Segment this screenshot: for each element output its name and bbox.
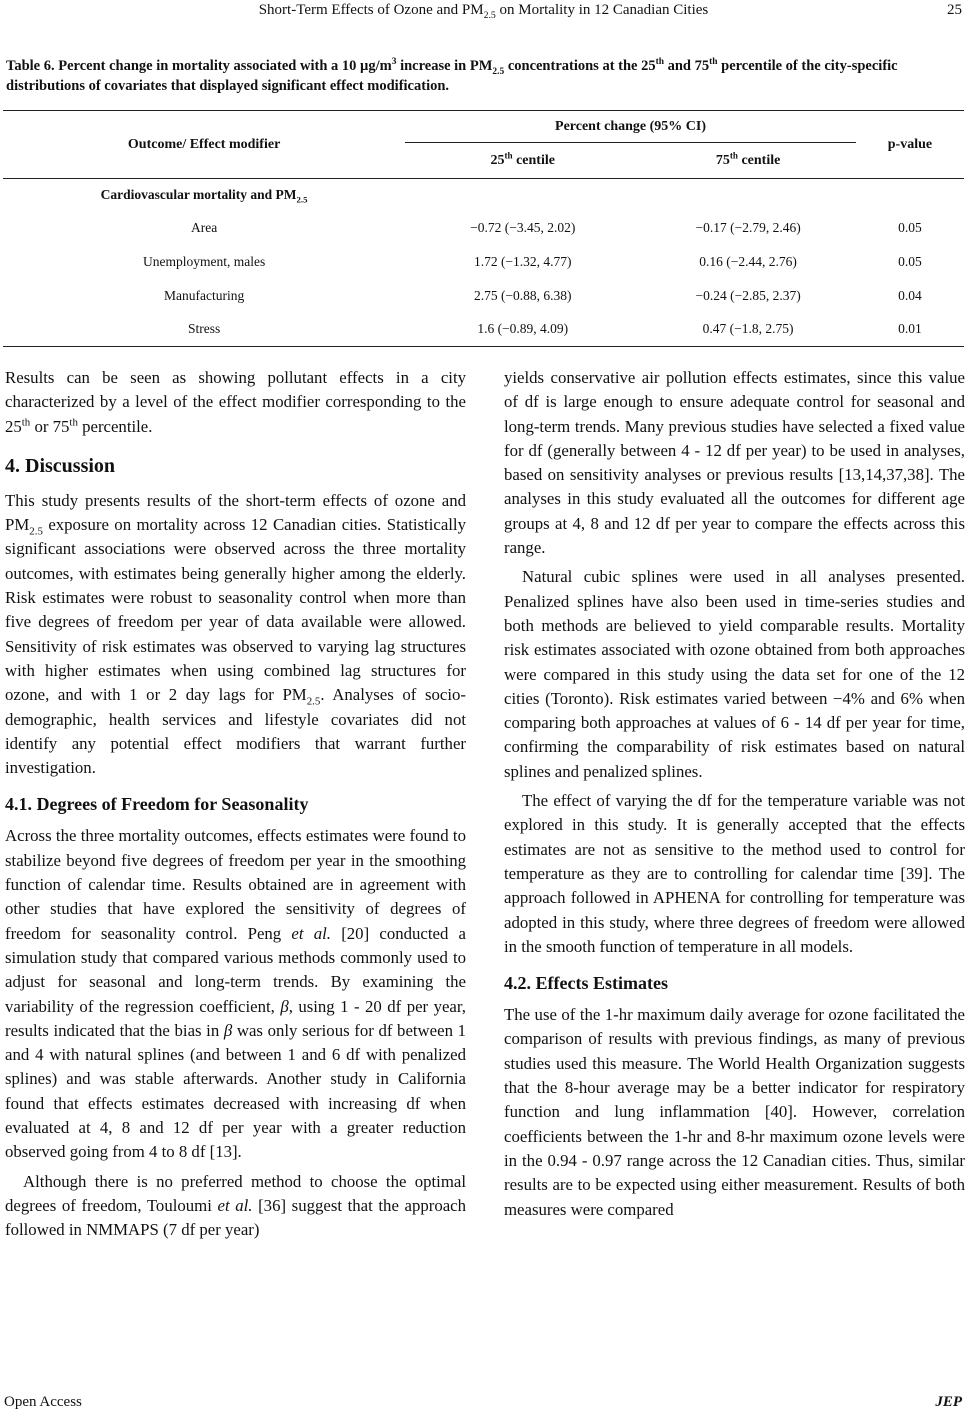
- paragraph-r2: Natural cubic splines were used in all analyses presented. Penalized splines have also been used in time-series studies and both methods are believed to yield comparable results. Mortality risk estimates associated with ozone obtained from both approaches were compared in this study using the data set for one of the 12 cities (Toronto). Risk estimates varied between −4% and 6% when comparing both approaches at values of 6 - 14 df per year for time, confirming the comparability of risk estimates based on natural splines and penalized splines.: [504, 567, 965, 781]
- page-footer: [0, 1394, 967, 1414]
- col-header-75th: 75th centile: [715, 149, 781, 168]
- paragraph-r1: yields conservative air pollution effects estimates, since this value of df is large enough to ensure adequate control for seasonal and long-term trends. Many previous studies have selected a fixed value for df (generally between 4 - 12 df per year) to be used in analyses, based on sensitivity analyses or previous results [13,14,37,38]. The analyses in this study evaluated all the outcomes for different age groups at 4, 8 and 12 df per year to compare the effects across this range.: [504, 368, 965, 558]
- results-table: [3, 110, 964, 347]
- table-row: Manufacturing 2.75 (−0.88, 6.38) −0.24 (−2.85, 2.37) 0.04: [163, 287, 922, 303]
- subsection-heading-4-1: 4.1. Degrees of Freedom for Seasonality: [5, 794, 309, 815]
- table-caption: Table 6. Percent change in mortality associated with a 10 $\mu g/m^3$ increase in $PM_{2.5}$ concentrations at the 25th and 75th percentile of the city-specific distributions of covariates that displayed significant effect modification.: [6, 57, 898, 94]
- intro-paragraph: Results can be seen as showing pollutant effects in a city characterized by a level of the effect modifier corresponding to the 25th or 75th percentile.: [5, 368, 466, 436]
- section-heading-discussion: 4. Discussion: [5, 454, 116, 477]
- subsection-heading-4-2: 4.2. Effects Estimates: [504, 973, 668, 994]
- col-header-pvalue: p-value: [856, 111, 964, 179]
- running-head: [0, 0, 967, 28]
- page-number: 25: [947, 2, 962, 18]
- right-column: [504, 366, 965, 1222]
- paragraph-r4: The use of the 1-hr maximum daily average for ozone facilitated the comparison of results with previous findings, as many of previous studies used this measure. The World Health Organization suggests that the 8-hour average may be a better indicator for respiratory function and lung inflammation [40]. However, correlation coefficients between the 1-hr and 8-hr maximum ozone levels were in the 0.94 - 0.97 range across the 12 Canadian cities. Thus, similar results are to be expected using either measurement. Results of both measures were compared: [504, 1005, 965, 1219]
- table-row: Unemployment, males 1.72 (−1.32, 4.77) 0.16 (−2.44, 2.76) 0.05: [142, 253, 922, 269]
- col-header-percent-change: Percent change (95% CI): [405, 111, 856, 143]
- table-row: Stress 1.6 (−0.89, 4.09) 0.47 (−1.8, 2.75) 0.01: [3, 313, 964, 347]
- table-group-label: Cardiovascular mortality and $PM_{2.5}$: [100, 186, 308, 205]
- paragraph-4-1-b: Although there is no preferred method to choose the optimal degrees of freedom, Touloumi et al. [36] suggest that the approach followed in NMMAPS (7 df per year): [5, 1171, 467, 1240]
- discussion-paragraph: This study presents results of the short-term effects of ozone and $PM_{2.5}$ exposure on mortality across 12 Canadian cities. Statistically significant associations were observed across the three mortality outcomes, with estimates being generally higher among the elderly. Risk estimates were robust to seasonality control when more than five degrees of freedom per year of data available were allowed. Sensitivity of risk estimates was observed to varying lag structures with higher estimates when using combined lag structures for ozone, and with 1 or 2 day lags for $PM_{2.5}$. Analyses of socio-demographic, health services and lifestyle covariates did not identify any potential effect modifiers that warrant further investigation.: [5, 490, 466, 778]
- footer-open-access: Open Access: [4, 1394, 82, 1410]
- left-column: [5, 366, 466, 1243]
- col-header-25th: 25th centile: [490, 149, 555, 168]
- running-title: Short-Term Effects of Ozone and $PM_{2.5}$ on Mortality in 12 Canadian Cities: [258, 2, 709, 21]
- paragraph-4-1-a: Across the three mortality outcomes, effects estimates were found to stabilize beyond five degrees of freedom per year in the smoothing function of calendar time. Results obtained are in agreement with other studies that have explored the sensitivity of degrees of freedom for seasonality control. Peng et al. [20] conducted a simulation study that compared various methods commonly used to adjust for seasonal and long-term trends. By examining the variability of the regression coefficient, β, using 1 - 20 df per year, results indicated that the bias in β was only serious for df between 1 and 4 with natural splines (and between 1 and 6 df with penalized splines) and was stable afterwards. Another study in California found that effects estimates decreased with increasing df when evaluated at 4, 8 and 12 df per year with a greater reduction observed going from 4 to 8 df [13].: [5, 826, 466, 1162]
- table-row: Area −0.72 (−3.45, 2.02) −0.17 (−2.79, 2.46) 0.05: [190, 219, 922, 235]
- col-header-outcome: Outcome/ Effect modifier: [3, 111, 405, 179]
- footer-journal: JEP: [935, 1394, 962, 1410]
- paragraph-r3: The effect of varying the df for the temperature variable was not explored in this study. It is generally accepted that the effects estimates are not as sensitive to the method used to control for temperature as they are to controlling for calendar time [39]. The approach followed in APHENA for controlling for temperature was adopted in this study, where three degrees of freedom were allowed in the smooth function of temperature in all models.: [504, 791, 965, 956]
